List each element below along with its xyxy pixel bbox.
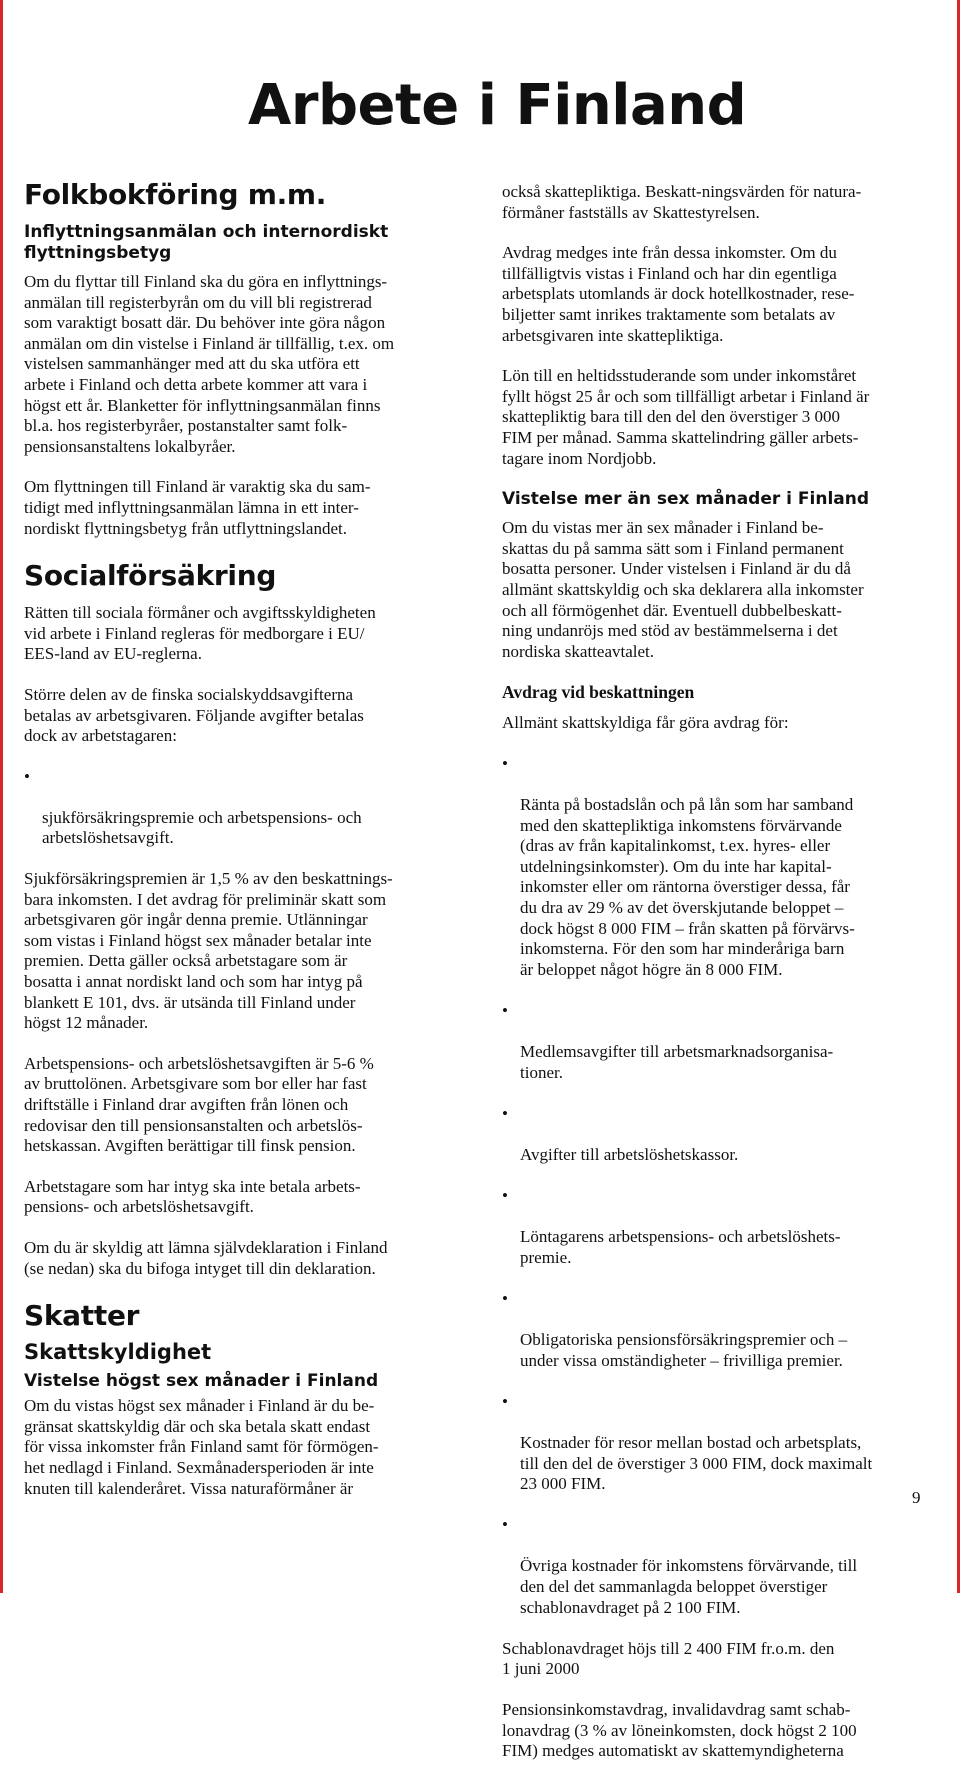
paragraph-sjalvdeklaration: Om du är skyldig att lämna självdeklaration i Finland (se nedan) ska du bifoga intyget till din deklaration. [24,1237,388,1278]
heading-skatter: Skatter [24,1299,140,1333]
heading-vistelse-hogst-sex-manader: Vistelse högst sex månader i Finland [24,1371,379,1392]
list-item-text: Kostnader för resor mellan bostad och arbetsplats, till den del de överstiger 3 000 FIM, dock maximalt 23 000 FIM. [520,1433,873,1494]
right-column [502,182,942,1782]
heading-skattskyldighet: Skattskyldighet [24,1340,212,1365]
left-edge-rule [0,0,3,1593]
paragraph-intyg: Arbetstagare som har intyg ska inte betala arbets- pensions- och arbetslöshetsavgift. [24,1176,361,1217]
bullet-mark: • [502,1391,508,1411]
list-item-text: Medlemsavgifter till arbetsmarknadsorganisa- tioner. [520,1042,834,1082]
page-title: Arbete i Finland [248,73,747,138]
paragraph-heltidsstuderande: Lön till en heltidsstuderande som under inkomståret fyllt högst 25 år och som tillfälligt arbetar i Finland är skattepliktig bara till den del den överstiger 3 000 FIM per månad. Samma skattelindring gäller arbets- tagare inom Nordjobb. [502,366,870,468]
paragraph-begransat-skattskyldig: Om du vistas högst sex månader i Finland är du be- gränsat skattskyldig där och ska betala skatt endast för vissa inkomster från Finland samt för förmögen- het nedlagd i Finland. Sexmånadersperioden är inte knuten till kalenderåret. Vissa naturaförmåner är [24,1396,379,1498]
paragraph-inflyttning: Om du flyttar till Finland ska du göra en inflyttnings- anmälan till registerbyrån om du vill bli registrerad som varaktigt bosatt där. Du behöver inte göra någon anmälan om din vistelse i Finland är tillfällig, t.ex. om vistelsen sammanhänger med att du ska utföra ett arbete i Finland och detta arbete kommer att vara i högst ett år. Blanketter för inflyttningsanmälan finns bl.a. hos registerbyråer, postanstalter samt folk- pensionsanstaltens lokalbyråer. [24,272,395,456]
paragraph-pensionsinkomstavdrag: Pensionsinkomstavdrag, invalidavdrag samt schab- lonavdrag (3 % av löneinkomsten, dock högst 2 100 FIM) medges automatiskt av skattemyndigheterna [502,1699,857,1761]
bullet-mark: • [502,1000,508,1020]
paragraph-sociala-formaner: Rätten till sociala förmåner och avgiftsskyldigheten vid arbete i Finland regleras för medborgare i EU/ EES-land av EU-reglerna. [24,603,376,664]
paragraph-socialskyddsavgifter: Större delen av de finska socialskyddsavgifterna betalas av arbetsgivaren. Följande avgifter betalas dock av arbetstagaren: [24,684,364,746]
bullet-mark: • [24,766,30,786]
heading-avdrag-vid-beskattningen: Avdrag vid beskattningen [502,682,695,703]
heading-folkbokforing: Folkbokföring m.m. [24,178,327,211]
list-item-text: Löntagarens arbetspensions- och arbetslöshets- premie. [520,1227,841,1267]
list-item-text: Avgifter till arbetslöshetskassor. [520,1144,739,1164]
list-item-text: Övriga kostnader för inkomstens förvärvande, till den del det sammanlagda beloppet överstiger schablonavdraget på 2 100 FIM. [520,1556,858,1617]
paragraph-avdrag-medges-inte: Avdrag medges inte från dessa inkomster. Om du tillfälligtvis vistas i Finland och har din egentliga arbetsplats utomlands är dock hotellkostnader, rese- biljetter samt inrikes traktamente som betalats av arbetsgivaren inte skattepliktiga. [502,243,855,345]
paragraph-schablonavdrag: Schablonavdraget höjs till 2 400 FIM fr.o.m. den 1 juni 2000 [502,1638,835,1679]
list-item [502,754,942,981]
bullet-mark: • [502,753,508,773]
list-item-text: Ränta på bostadslån och på lån som har samband med den skattepliktiga inkomstens förvärvande (dras av från kapitalinkomst, t.ex. hyres- eller utdelningsinkomster). Om du inte har kapital- inkomster eller om räntorna överstiger dessa, får du dra av 29 % av det överskjutande beloppet – dock högst 8 000 FIM – från skatten på förvärvs- inkomsterna. För den som har minderåriga barn är beloppet något högre än 8 000 FIM. [520,795,855,979]
paragraph-arbetspensionsavgift: Arbetspensions- och arbetslöshetsavgiften är 5-6 % av bruttolönen. Arbetsgivare som bor eller har fast driftställe i Finland drar avgiften från lönen och redovisar den till pensionsanstalten och arbetslös- hetskassan. Avgiften berättigar till finsk pension. [24,1053,374,1156]
heading-vistelse-mer-an-sex-manader: Vistelse mer än sex månader i Finland [502,489,870,510]
list-item-text: Obligatoriska pensionsförsäkringspremier och – under vissa omständigheter – frivilliga premier. [520,1330,848,1370]
list-item [502,1289,942,1371]
list-item [502,1392,942,1495]
list-item-text: sjukförsäkringspremie och arbetspensions- och arbetslöshetsavgift. [42,807,362,848]
list-item [24,767,452,849]
list-item [502,1515,942,1618]
paragraph-sjukforsakringspremie: Sjukförsäkringspremien är 1,5 % av den beskattnings- bara inkomsten. I det avdrag för preliminär skatt som arbetsgivaren gör ingår denna premie. Utlänningar som vistas i Finland högst sex månader betalar inte premien. Detta gäller också arbetstagare som är bosatta i annat nordiskt land och som har intyg på blankett E 101, dvs. är utsända till Finland under högst 12 månader. [24,869,393,1033]
left-column [24,178,452,1519]
list-item [502,1104,942,1166]
paragraph-allmant-skattskyldig: Om du vistas mer än sex månader i Finland be- skattas du på samma sätt som i Finland permanent bosatta personer. Under vistelsen i Finland är du då allmänt skattskyldig och ska deklarera alla inkomster och all förmögenhet där. Eventuell dubbelbeskatt- ning undanröjs med stöd av bestämmelserna i det nordiska skatteavtalet. [502,518,864,661]
paragraph-naturaformaner: också skattepliktiga. Beskatt-ningsvärden för natura- förmåner fastställs av Skattestyrelsen. [502,182,862,222]
list-item [502,1001,942,1083]
paragraph-varaktig-flyttning: Om flyttningen till Finland är varaktig ska du sam- tidigt med inflyttningsanmälan lämna in ett inter- nordiskt flyttningsbetyg från utflyttningslandet. [24,477,371,538]
bullet-mark: • [502,1103,508,1123]
heading-socialforsakring: Socialförsäkring [24,559,277,593]
page-number: 9 [912,1488,921,1507]
paragraph-avdrag-intro: Allmänt skattskyldiga får göra avdrag för: [502,713,789,733]
bullet-mark: • [502,1288,508,1308]
bullet-mark: • [502,1515,508,1535]
list-item [502,1186,942,1268]
heading-inflyttningsanmalan: Inflyttningsanmälan och internordiskt flyttningsbetyg [24,222,389,263]
bullet-mark: • [502,1186,508,1206]
